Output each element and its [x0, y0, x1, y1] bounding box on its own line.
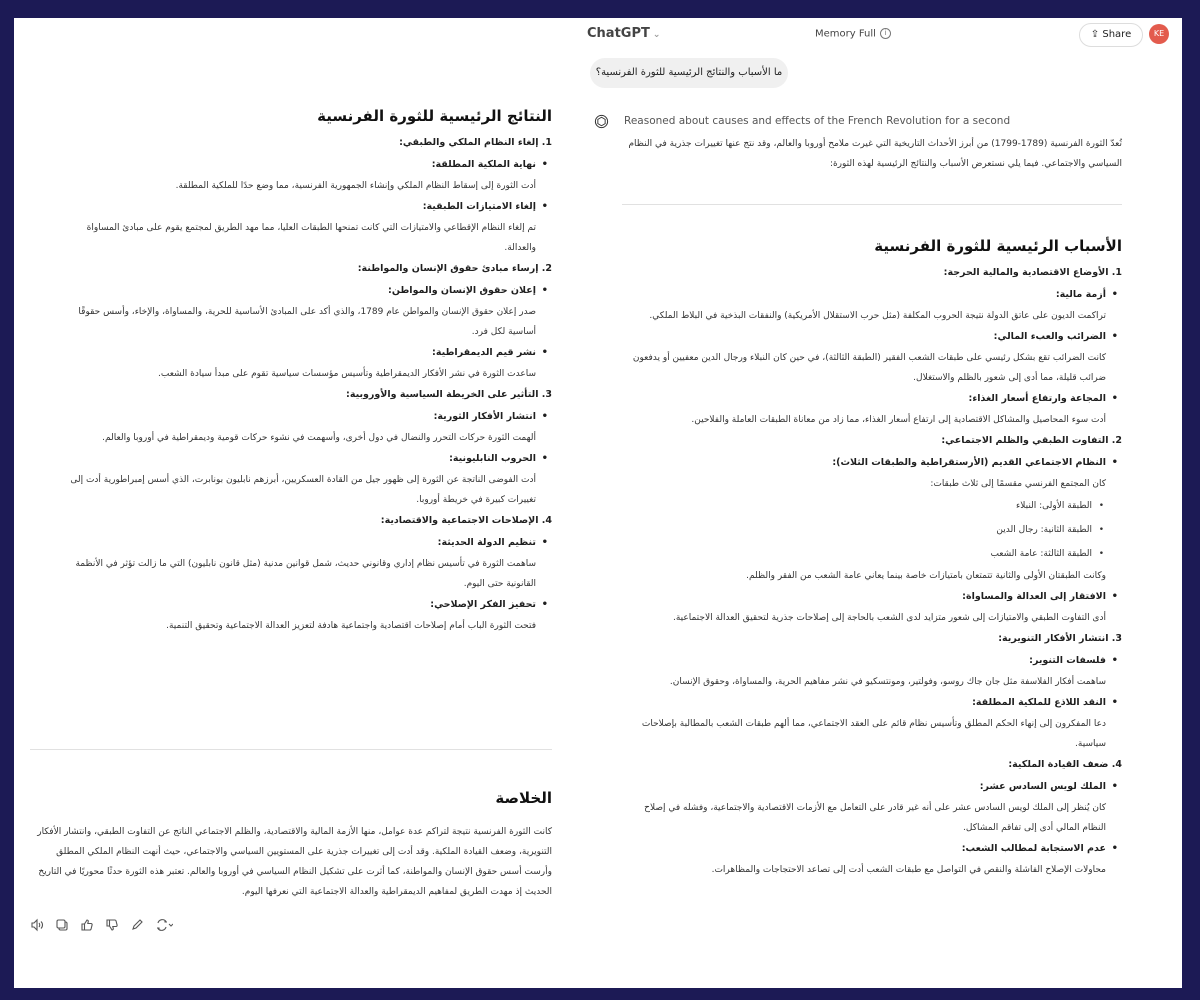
- bullet-title: • الملك لويس السادس عشر:: [622, 776, 1106, 798]
- section-heading: 2. إرساء مبادئ حقوق الإنسان والمواطنة:: [357, 263, 552, 274]
- sub-item: • الطبقة الثالثة: عامة الشعب: [622, 542, 1092, 566]
- section-item: [622, 430, 1122, 628]
- list-item: [622, 692, 1106, 754]
- edit-canvas-icon[interactable]: [130, 918, 144, 932]
- thumbs-down-icon[interactable]: [105, 918, 119, 932]
- section-item: [622, 262, 1122, 430]
- section-item: [54, 132, 552, 258]
- bullet-title: • إلغاء الامتيازات الطبقية:: [54, 196, 536, 218]
- causes-list: [622, 262, 1122, 880]
- bullet-text: فتحت الثورة الباب أمام إصلاحات اقتصادية واجتماعية هادفة لتعزيز العدالة الاجتماعية وتحقيق التنمية.: [166, 621, 536, 631]
- list-item: [622, 776, 1106, 838]
- bullet-text: أدت الثورة إلى إسقاط النظام الملكي وإنشاء الجمهورية الفرنسية، مما وضع حدًا للملكية المطلقة.: [175, 181, 536, 191]
- chevron-down-icon: ⌄: [652, 30, 661, 40]
- bullet-text: أدى التفاوت الطبقي والامتيازات إلى شعور متزايد لدى الشعب بالحاجة إلى إصلاحات جذرية لتحقيق العدالة الاجتماعية.: [672, 613, 1106, 623]
- conclusion-text: كانت الثورة الفرنسية نتيجة لتراكم عدة عوامل، منها الأزمة المالية والاقتصادية، والظلم الاجتماعي الناتج عن التفاوت الطبقي، وانتشار الأفكار التنويرية، وضعف القيادة الملكية. وقد أدت إلى تغييرات جذرية على المستويين السياسي والاجتماعي، حيث أنهت النظام الملكي المطلق وأرست أسس حقوق الإنسان والمواطنة، كما أثرت على تشكيل النظام السياسي في أوروبا والعالم. تعتبر هذه الثورة حدثًا محوريًا في التاريخ الحديث إذ مهدت الطريق لمفاهيم الديمقراطية والعدالة الاجتماعية التي نعرفها اليوم.: [37, 827, 552, 897]
- reasoning-row[interactable]: [594, 114, 1011, 130]
- section-heading: 1. الأوضاع الاقتصادية والمالية الحرجة:: [943, 267, 1122, 278]
- conclusion-section: [30, 788, 552, 902]
- bullet-text: دعا المفكرون إلى إنهاء الحكم المطلق وتأسيس نظام قائم على العقد الاجتماعي، مما ألهم طبقات الشعب بالمطالبة بإصلاحات سياسية.: [641, 719, 1106, 749]
- top-bar: [582, 22, 1182, 52]
- bullet-title: • عدم الاستجابة لمطالب الشعب:: [622, 838, 1106, 860]
- section-item: [54, 510, 552, 636]
- list-item: [622, 838, 1106, 880]
- bullet-list: [622, 452, 1122, 494]
- after-text: وكانت الطبقتان الأولى والثانية تتمتعان بامتيازات خاصة بينما يعاني عامة الشعب من الفقر والظلم.: [746, 571, 1106, 581]
- share-icon: ⇪: [1090, 29, 1100, 40]
- bullet-text: أدت الفوضى الناتجة عن الثورة إلى ظهور جيل من القادة العسكريين، أبرزهم نابليون بونابرت، الذي أسس إمبراطورية أدت إلى تغييرات كبيرة في خريطة أوروبا.: [70, 475, 536, 505]
- bullet-title: • فلسفات التنوير:: [622, 650, 1106, 672]
- list-item: [54, 448, 536, 510]
- list-item: [622, 388, 1106, 430]
- section-item: [54, 384, 552, 510]
- list-item: [54, 154, 536, 196]
- bullet-text: محاولات الإصلاح الفاشلة والنقص في التواصل مع طبقات الشعب أدت إلى تصاعد الاحتجاجات والمظاهرات.: [711, 865, 1106, 875]
- sub-item: • الطبقة الثانية: رجال الدين: [622, 518, 1092, 542]
- bullet-list: [622, 650, 1122, 754]
- thumbs-up-icon[interactable]: [80, 918, 94, 932]
- list-item: [54, 594, 536, 636]
- list-item: [54, 532, 536, 594]
- section-item: [622, 754, 1122, 880]
- info-icon: i: [880, 28, 891, 39]
- read-aloud-icon[interactable]: [30, 918, 44, 932]
- list-item: [54, 280, 536, 342]
- section-heading: 3. التأثير على الخريطة السياسية والأوروبية:: [346, 389, 552, 400]
- list-item: [622, 586, 1106, 628]
- model-name: ChatGPT: [587, 26, 650, 41]
- divider: [622, 204, 1122, 205]
- list-item: [622, 326, 1106, 388]
- model-selector[interactable]: [587, 26, 660, 41]
- left-panel: [14, 18, 582, 988]
- bullet-list: [54, 154, 552, 258]
- results-section: [54, 106, 552, 636]
- bullet-list: [622, 284, 1122, 430]
- bullet-title: • الافتقار إلى العدالة والمساواة:: [622, 586, 1106, 608]
- bullet-list: [54, 532, 552, 636]
- list-item: [54, 196, 536, 258]
- share-label: Share: [1102, 29, 1132, 40]
- causes-section: [622, 236, 1122, 880]
- list-item: [54, 406, 536, 448]
- bullet-title: • نشر قيم الديمقراطية:: [54, 342, 536, 364]
- bullet-text: ساهمت الثورة في تأسيس نظام إداري وقانوني حديث، شمل قوانين مدنية (مثل قانون نابليون) التي ما زالت تؤثر في الأنظمة القانونية حتى اليوم.: [75, 559, 536, 589]
- bullet-text: ساعدت الثورة في نشر الأفكار الديمقراطية وتأسيس مؤسسات سياسية تقوم على مبدأ سيادة الشعب.: [158, 369, 536, 379]
- chatgpt-logo-icon: [594, 114, 609, 129]
- bullet-title: • إعلان حقوق الإنسان والمواطن:: [54, 280, 536, 302]
- bullet-list: [54, 280, 552, 384]
- section-item: [54, 258, 552, 384]
- section-heading: 3. انتشار الأفكار التنويرية:: [998, 633, 1122, 644]
- bullet-list: [622, 776, 1122, 880]
- bullet-text: ساهمت أفكار الفلاسفة مثل جان جاك روسو، وفولتير، ومونتسكيو في نشر مفاهيم الحرية، والمساواة، وحقوق الإنسان.: [669, 677, 1106, 687]
- regenerate-icon[interactable]: [155, 918, 173, 932]
- user-message: ما الأسباب والنتائج الرئيسية للثورة الفرنسية؟: [590, 58, 788, 88]
- list-item: [54, 342, 536, 384]
- list-item: [622, 650, 1106, 692]
- reasoning-text: Reasoned about causes and effects of the French Revolution for a second: [624, 115, 1011, 127]
- bullet-text: تراكمت الديون على عاتق الدولة نتيجة الحروب المكلفة (مثل حرب الاستقلال الأمريكية) والنفقات البذخية في البلاط الملكي.: [649, 311, 1106, 321]
- bullet-text: تم إلغاء النظام الإقطاعي والامتيازات التي كانت تمنحها الطبقات العليا، مما مهد الطريق لمجتمع يقوم على مبادئ المساواة والعدالة.: [86, 223, 536, 253]
- bullet-text: كان المجتمع الفرنسي مقسمًا إلى ثلاث طبقات:: [930, 479, 1106, 489]
- bullet-title: • المجاعة وارتفاع أسعار الغذاء:: [622, 388, 1106, 410]
- memory-label: Memory Full: [815, 28, 876, 40]
- bullet-list: [54, 406, 552, 510]
- copy-icon[interactable]: [55, 918, 69, 932]
- list-item: [622, 452, 1106, 494]
- bullet-text: صدر إعلان حقوق الإنسان والمواطن عام 1789، والذي أكد على المبادئ الأساسية للحرية، والمساواة، والإخاء، وأسس حقوقًا أساسية لكل فرد.: [78, 307, 536, 337]
- avatar[interactable]: KE: [1149, 24, 1169, 44]
- share-button[interactable]: [1079, 23, 1143, 47]
- message-actions: [30, 914, 179, 928]
- sub-item: • الطبقة الأولى: النبلاء: [622, 494, 1092, 518]
- causes-title: الأسباب الرئيسية للثورة الفرنسية: [874, 237, 1122, 255]
- bullet-text: كانت الضرائب تقع بشكل رئيسي على طبقات الشعب الفقير (الطبقة الثالثة)، في حين كان النبلاء ورجال الدين معفيين أو يدفعون ضرائب قليلة، مما أدى إلى شعور بالظلم والاستغلال.: [632, 353, 1106, 383]
- bullet-title: • انتشار الأفكار الثورية:: [54, 406, 536, 428]
- bullet-text: كان يُنظر إلى الملك لويس السادس عشر على أنه غير قادر على التعامل مع الأزمات الاقتصادية والاجتماعية، وفشله في إصلاح النظام المالي أدى إلى تفاقم المشاكل.: [644, 803, 1106, 833]
- section-heading: 4. ضعف القيادة الملكية:: [1008, 759, 1122, 770]
- sub-list: [622, 494, 1122, 566]
- bullet-title: • تحفيز الفكر الإصلاحي:: [54, 594, 536, 616]
- bullet-list: [622, 586, 1122, 628]
- bullet-text: أدت سوء المحاصيل والمشاكل الاقتصادية إلى ارتفاع أسعار الغذاء، مما زاد من معاناة الطبقات العاملة والفلاحين.: [691, 415, 1106, 425]
- conclusion-title: الخلاصة: [495, 789, 552, 807]
- divider: [30, 749, 552, 750]
- bullet-title: • الضرائب والعبء المالي:: [622, 326, 1106, 348]
- results-list: [54, 132, 552, 636]
- results-title: النتائج الرئيسية للثورة الفرنسية: [317, 107, 552, 125]
- intro-text: تُعدّ الثورة الفرنسية (1789-1799) من أبرز الأحداث التاريخية التي غيرت ملامح أوروبا والعالم، وقد نتج عنها تغييرات جذرية في النظام السياسي والاجتماعي. فيما يلي نستعرض الأسباب والنتائج الرئيسية لهذه الثورة:: [628, 139, 1122, 169]
- bullet-text: ألهمت الثورة حركات التحرر والنضال في دول أخرى، وأسهمت في نشوء حركات قومية وديمقراطية في أوروبا والعالم.: [102, 433, 536, 443]
- section-heading: 1. إلغاء النظام الملكي والطبقي:: [399, 137, 552, 148]
- bullet-title: • نهاية الملكية المطلقة:: [54, 154, 536, 176]
- memory-status[interactable]: [815, 28, 891, 40]
- bullet-title: • تنظيم الدولة الحديثة:: [54, 532, 536, 554]
- bullet-title: • الحروب النابليونية:: [54, 448, 536, 470]
- section-heading: 4. الإصلاحات الاجتماعية والاقتصادية:: [380, 515, 552, 526]
- right-panel: [582, 18, 1182, 988]
- section-item: [622, 628, 1122, 754]
- bullet-title: • أزمة مالية:: [622, 284, 1106, 306]
- list-item: [622, 284, 1106, 326]
- bullet-title: • النقد اللاذع للملكية المطلقة:: [622, 692, 1106, 714]
- bullet-title: • النظام الاجتماعي القديم (الأرستقراطية والطبقات الثلاث):: [622, 452, 1106, 474]
- section-heading: 2. التفاوت الطبقي والظلم الاجتماعي:: [941, 435, 1122, 446]
